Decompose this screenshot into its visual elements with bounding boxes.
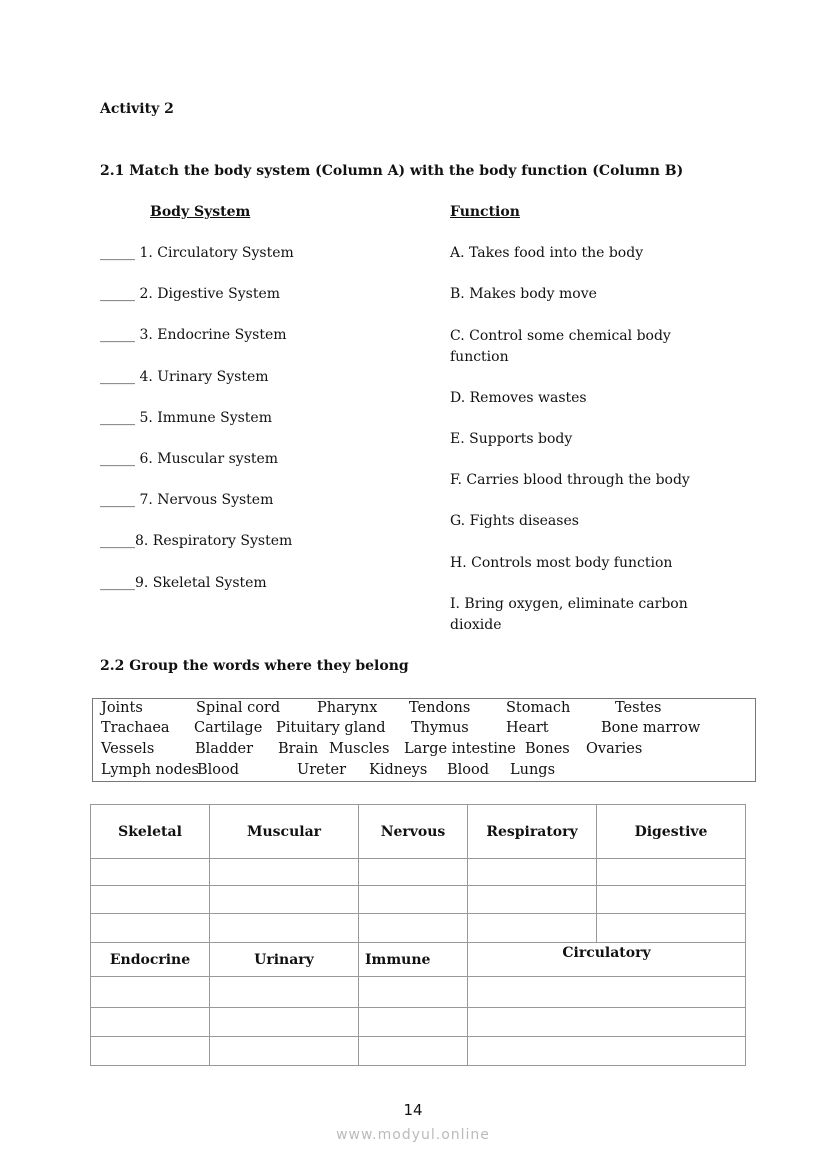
answer-cell[interactable] (210, 914, 359, 943)
column-b-header: Function (450, 204, 520, 220)
header-nervous: Nervous (359, 805, 468, 859)
word-bank-item: Kidneys (369, 762, 428, 778)
word-bank-item: Blood (447, 762, 490, 778)
function-item: H. Controls most body function (450, 555, 673, 571)
body-system-item: _____8. Respiratory System (100, 533, 293, 550)
word-bank-item: Bones (525, 741, 570, 757)
answer-cell[interactable] (91, 859, 210, 886)
answer-cell[interactable] (359, 977, 468, 1008)
word-bank-item: Ureter (297, 762, 347, 778)
body-system-item: _____ 7. Nervous System (100, 492, 274, 509)
header-muscular: Muscular (210, 805, 359, 859)
function-item: G. Fights diseases (450, 513, 579, 529)
answer-cell[interactable] (210, 1037, 359, 1066)
word-bank-item: Pituitary gland (276, 720, 386, 736)
word-bank-item: Joints (101, 700, 143, 716)
body-system-item: _____ 3. Endocrine System (100, 327, 287, 344)
function-item: D. Removes wastes (450, 390, 587, 406)
body-system-item: _____ 4. Urinary System (100, 368, 269, 385)
word-bank-item: Blood (197, 762, 240, 778)
section-1-title: 2.1 Match the body system (Column A) with the body function (Column B) (100, 163, 684, 179)
page-number: 14 (403, 1101, 423, 1119)
answer-cell[interactable] (91, 1037, 210, 1066)
answer-cell[interactable] (468, 1037, 746, 1066)
answer-cell[interactable] (210, 977, 359, 1008)
word-bank-item: Ovaries (586, 741, 643, 757)
body-system-item: _____ 2. Digestive System (100, 286, 281, 303)
word-bank-item: Spinal cord (196, 700, 281, 716)
body-system-item: _____ 5. Immune System (100, 409, 272, 426)
answer-cell[interactable] (468, 914, 597, 943)
watermark: www.modyul.online (336, 1127, 490, 1143)
word-bank-item: Pharynx (317, 700, 378, 716)
activity-title: Activity 2 (100, 101, 174, 117)
word-bank-item: Thymus (411, 720, 469, 736)
answer-cell[interactable] (359, 886, 468, 914)
answer-cell[interactable] (468, 859, 597, 886)
answer-cell[interactable] (597, 859, 746, 886)
answer-cell[interactable] (468, 886, 597, 914)
word-bank-item: Muscles (329, 741, 390, 757)
word-bank-item: Vessels (101, 741, 155, 757)
answer-cell[interactable] (210, 1008, 359, 1037)
word-bank (92, 698, 756, 782)
answer-cell[interactable] (359, 859, 468, 886)
section-2-title: 2.2 Group the words where they belong (100, 658, 409, 674)
answer-cell[interactable] (210, 886, 359, 914)
header-urinary: Urinary (210, 943, 359, 977)
word-bank-item: Lungs (510, 762, 556, 778)
body-system-item: _____ 6. Muscular system (100, 451, 279, 467)
function-item: F. Carries blood through the body (450, 472, 690, 488)
word-bank-item: Brain (278, 741, 319, 757)
function-item: B. Makes body move (450, 286, 597, 302)
answer-cell[interactable] (597, 886, 746, 914)
function-item: function (450, 349, 509, 365)
word-bank-item: Stomach (506, 700, 571, 716)
answer-cell[interactable] (91, 977, 210, 1008)
function-item: I. Bring oxygen, eliminate carbon (450, 596, 688, 612)
answer-cell[interactable] (359, 1008, 468, 1037)
word-bank-item: Bone marrow (601, 720, 701, 736)
word-bank-item: Testes (615, 700, 662, 716)
word-bank-item: Bladder (195, 741, 254, 757)
answer-cell[interactable] (91, 914, 210, 943)
function-item: C. Control some chemical body (450, 328, 671, 344)
answer-cell[interactable] (468, 1008, 746, 1037)
answer-cell[interactable] (91, 886, 210, 914)
function-item: E. Supports body (450, 431, 573, 447)
function-item: dioxide (450, 617, 502, 633)
answer-cell[interactable] (359, 914, 468, 943)
word-bank-item: Heart (506, 720, 549, 736)
answer-cell[interactable] (359, 1037, 468, 1066)
header-respiratory: Respiratory (468, 805, 597, 859)
body-system-item: _____ 1. Circulatory System (100, 245, 294, 261)
header-immune: Immune (359, 943, 468, 977)
answer-cell[interactable] (91, 1008, 210, 1037)
grouping-table (90, 804, 746, 1066)
header-digestive: Digestive (597, 805, 746, 859)
header-skeletal: Skeletal (91, 805, 210, 859)
answer-cell[interactable] (210, 859, 359, 886)
header-endocrine: Endocrine (91, 943, 210, 977)
answer-cell[interactable] (468, 977, 746, 1008)
body-system-item: _____9. Skeletal System (100, 574, 267, 591)
word-bank-item: Cartilage (194, 720, 263, 736)
word-bank-item: Large intestine (404, 741, 516, 757)
word-bank-item: Trachaea (101, 720, 170, 736)
word-bank-item: Lymph nodes (101, 762, 199, 778)
header-circulatory: Circulatory (468, 943, 746, 977)
column-a-header: Body System (150, 204, 251, 220)
answer-cell[interactable] (597, 914, 746, 943)
word-bank-item: Tendons (409, 700, 471, 716)
function-item: A. Takes food into the body (450, 245, 644, 261)
